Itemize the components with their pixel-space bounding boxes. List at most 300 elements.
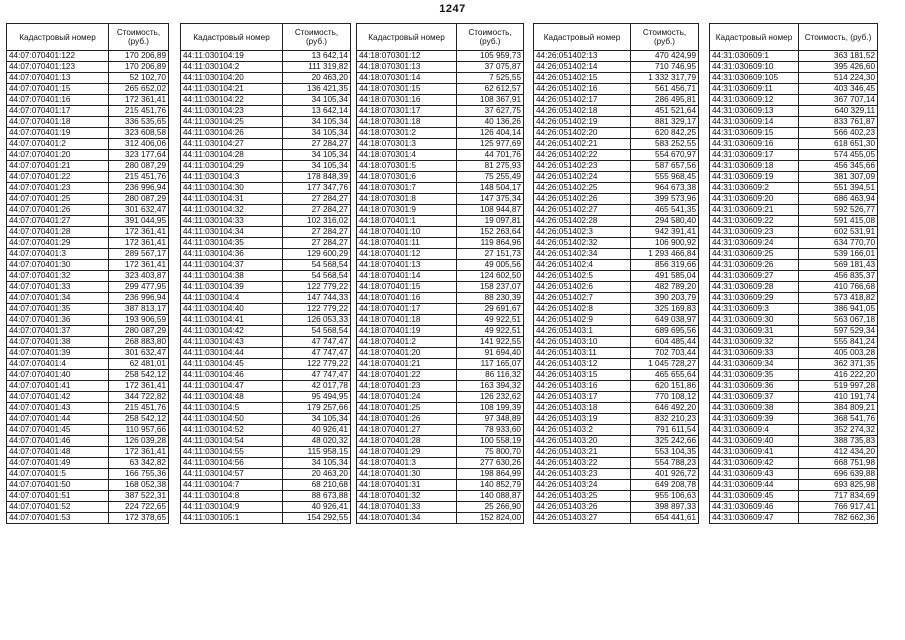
cost-cell: 129 600,29 [283,249,351,260]
table-row [181,205,351,216]
header-cadastral-number: Кадастровый номер [7,24,109,51]
table-row [534,227,699,238]
cadastral-number-cell: 44:26:051402:32 [534,238,631,249]
cost-cell: 13 642,14 [283,106,351,117]
cadastral-number-cell: 44:31:030609:32 [710,337,799,348]
cost-cell: 456 835,37 [799,271,878,282]
table-row [181,194,351,205]
table-row [357,73,524,84]
cost-cell: 1 293 466,84 [631,249,699,260]
cadastral-number-cell: 44:18:070401:21 [357,359,457,370]
table-row [181,304,351,315]
cadastral-number-cell: 44:07:070401:19 [7,128,109,139]
table-row [7,359,169,370]
cadastral-number-cell: 44:31:030609:15 [710,128,799,139]
table-row [357,315,524,326]
cadastral-number-cell: 44:11:030104:28 [181,150,283,161]
table-row [710,150,878,161]
cadastral-number-cell: 44:18:070301:12 [357,51,457,62]
table-row [710,95,878,106]
cost-cell: 325 169,83 [631,304,699,315]
table-row [710,370,878,381]
table-row [710,436,878,447]
cadastral-number-cell: 44:11:030104:26 [181,128,283,139]
cadastral-number-cell: 44:26:051402:8 [534,304,631,315]
cost-cell: 49 005,56 [457,260,524,271]
cost-cell: 40 926,41 [283,502,351,513]
cadastral-number-cell: 44:07:070401:27 [7,216,109,227]
table-row [534,150,699,161]
cadastral-number-cell: 44:07:070401:13 [7,73,109,84]
cadastral-number-cell: 44:18:070401:18 [357,315,457,326]
cadastral-number-cell: 44:07:070401:35 [7,304,109,315]
cost-cell: 27 151,73 [457,249,524,260]
cost-cell: 40 136,26 [457,117,524,128]
cost-cell: 384 809,21 [799,403,878,414]
cost-cell: 34 105,34 [283,458,351,469]
cost-cell: 955 106,63 [631,491,699,502]
cadastral-number-cell: 44:11:030104:9 [181,502,283,513]
table-row [7,183,169,194]
table-row [534,326,699,337]
cadastral-number-cell: 44:07:070401:16 [7,95,109,106]
cadastral-number-cell: 44:11:030104:31 [181,194,283,205]
cost-cell: 111 319,82 [283,62,351,73]
table-row [710,84,878,95]
cost-cell: 170 206,89 [109,62,169,73]
cadastral-number-cell: 44:26:051403:1 [534,326,631,337]
table-row [181,348,351,359]
table-row [534,480,699,491]
cadastral-number-cell: 44:07:070401:26 [7,205,109,216]
cost-cell: 299 477,95 [109,282,169,293]
table-row [534,73,699,84]
table-row [181,293,351,304]
cadastral-number-cell: 44:18:070301:7 [357,183,457,194]
table-row [181,62,351,73]
cost-cell: 566 402,23 [799,128,878,139]
cost-cell: 323 403,87 [109,271,169,282]
table-row [181,117,351,128]
table-row [534,106,699,117]
cadastral-number-cell: 44:11:030104:35 [181,238,283,249]
cadastral-number-cell: 44:26:051402:21 [534,139,631,150]
table-row [181,315,351,326]
cadastral-number-cell: 44:11:030104:52 [181,425,283,436]
cost-cell: 482 789,20 [631,282,699,293]
cost-cell: 126 232,62 [457,392,524,403]
cadastral-number-cell: 44:31:030609:35 [710,370,799,381]
table-row [534,293,699,304]
cost-cell: 573 418,82 [799,293,878,304]
table-row [710,381,878,392]
cost-cell: 63 342,82 [109,458,169,469]
cost-cell: 34 105,34 [283,161,351,172]
table-row [710,194,878,205]
cadastral-number-cell: 44:11:030104:47 [181,381,283,392]
table-row [710,161,878,172]
table-row [181,370,351,381]
cost-cell: 301 632,47 [109,348,169,359]
cost-cell: 280 087,29 [109,326,169,337]
cost-cell: 236 996,94 [109,183,169,194]
table-row [534,403,699,414]
cost-cell: 102 316,02 [283,216,351,227]
cadastral-number-cell: 44:31:030609:37 [710,392,799,403]
table-row [181,502,351,513]
cadastral-number-cell: 44:11:030104:19 [181,51,283,62]
cadastral-number-cell: 44:11:030104:21 [181,84,283,95]
table-row [534,249,699,260]
cost-cell: 654 441,61 [631,513,699,524]
table-row [7,84,169,95]
cost-cell: 125 977,69 [457,139,524,150]
cadastral-number-cell: 44:26:051403:20 [534,436,631,447]
cadastral-number-cell: 44:07:070401:43 [7,403,109,414]
table-row [534,348,699,359]
table-row [181,216,351,227]
cadastral-number-cell: 44:31:030609:43 [710,469,799,480]
table-row [710,205,878,216]
cadastral-number-cell: 44:26:051402:24 [534,172,631,183]
table-row [534,194,699,205]
cost-cell: 88 673,88 [283,491,351,502]
table-row [534,447,699,458]
cost-cell: 368 541,76 [799,414,878,425]
table-row [710,260,878,271]
table-row [181,326,351,337]
cost-cell: 403 346,45 [799,84,878,95]
table-row [710,106,878,117]
table-row [7,106,169,117]
cadastral-number-cell: 44:31:030609:19 [710,172,799,183]
cadastral-table-4 [533,23,699,524]
table-row [534,491,699,502]
cadastral-number-cell: 44:11:030104:7 [181,480,283,491]
cost-cell: 117 165,07 [457,359,524,370]
table-row [357,216,524,227]
cost-cell: 172 361,41 [109,227,169,238]
cadastral-number-cell: 44:18:070401:16 [357,293,457,304]
cost-cell: 124 602,50 [457,271,524,282]
cadastral-number-cell: 44:11:030104:22 [181,95,283,106]
table-row [7,73,169,84]
header-cost: Стоимость, (руб.) [799,24,878,51]
cost-cell: 412 434,20 [799,447,878,458]
cost-cell: 147 375,34 [457,194,524,205]
cadastral-number-cell: 44:31:030609:17 [710,150,799,161]
table-row [357,249,524,260]
cadastral-table-2 [180,23,351,524]
cadastral-number-cell: 44:07:070401:39 [7,348,109,359]
table-row [710,128,878,139]
cadastral-number-cell: 44:11:030104:34 [181,227,283,238]
cadastral-number-cell: 44:07:070401:5 [7,469,109,480]
cadastral-number-cell: 44:26:051403:19 [534,414,631,425]
cost-cell: 20 463,20 [283,469,351,480]
table-row [710,502,878,513]
cost-cell: 119 864,96 [457,238,524,249]
cadastral-number-cell: 44:11:030104:39 [181,282,283,293]
cost-cell: 646 492,20 [631,403,699,414]
cadastral-number-cell: 44:18:070401:34 [357,513,457,524]
table-row [181,227,351,238]
cadastral-number-cell: 44:26:051403:12 [534,359,631,370]
cadastral-number-cell: 44:11:030104:3 [181,172,283,183]
table-row [534,381,699,392]
cadastral-number-cell: 44:11:030104:50 [181,414,283,425]
cost-cell: 620 151,86 [631,381,699,392]
cadastral-number-cell: 44:18:070401:33 [357,502,457,513]
cadastral-table-1 [6,23,169,524]
cost-cell: 75 800,70 [457,447,524,458]
cost-cell: 395 426,60 [799,62,878,73]
table-row [181,95,351,106]
cost-cell: 126 053,33 [283,315,351,326]
cost-cell: 519 997,28 [799,381,878,392]
cost-cell: 592 526,77 [799,205,878,216]
cost-cell: 75 255,49 [457,172,524,183]
cost-cell: 42 017,78 [283,381,351,392]
cost-cell: 170 206,89 [109,51,169,62]
header-cost: Стоимость, (руб.) [457,24,524,51]
table-row [534,414,699,425]
table-row [534,513,699,524]
cadastral-number-cell: 44:11:030104:27 [181,139,283,150]
table-row [534,84,699,95]
cost-cell: 172 361,41 [109,260,169,271]
table-row [181,260,351,271]
table-row [534,51,699,62]
cadastral-number-cell: 44:26:051402:3 [534,227,631,238]
cadastral-number-cell: 44:07:070401:53 [7,513,109,524]
table-row [181,491,351,502]
cost-cell: 634 770,70 [799,238,878,249]
cost-cell: 416 222,20 [799,370,878,381]
cadastral-number-cell: 44:11:030104:5 [181,403,283,414]
table-row [710,271,878,282]
cadastral-number-cell: 44:18:070401:27 [357,425,457,436]
table-row [7,436,169,447]
cost-cell: 362 371,35 [799,359,878,370]
cost-cell: 391 044,95 [109,216,169,227]
cost-cell: 602 531,91 [799,227,878,238]
cost-cell: 40 926,41 [283,425,351,436]
cost-cell: 81 275,93 [457,161,524,172]
table-row [534,172,699,183]
cadastral-number-cell: 44:31:030609:39 [710,414,799,425]
cadastral-number-cell: 44:07:070401:29 [7,238,109,249]
cadastral-number-cell: 44:31:030609:18 [710,161,799,172]
table-row [7,326,169,337]
cost-cell: 717 834,69 [799,491,878,502]
table-row [710,469,878,480]
cost-cell: 122 779,22 [283,359,351,370]
table-row [710,447,878,458]
cost-cell: 54 568,54 [283,271,351,282]
table-row [710,304,878,315]
cadastral-number-cell: 44:31:030609:36 [710,381,799,392]
cost-cell: 152 824,00 [457,513,524,524]
table-row [181,172,351,183]
table-row [534,95,699,106]
cost-cell: 126 039,28 [109,436,169,447]
cost-cell: 27 284,27 [283,238,351,249]
cadastral-number-cell: 44:26:051403:22 [534,458,631,469]
cost-cell: 964 673,38 [631,183,699,194]
cadastral-number-cell: 44:11:030104:33 [181,216,283,227]
cost-cell: 163 394,32 [457,381,524,392]
table-row [357,62,524,73]
table-row [181,271,351,282]
table-row [710,282,878,293]
cost-cell: 791 611,54 [631,425,699,436]
cost-cell: 388 735,83 [799,436,878,447]
table-row [181,414,351,425]
cadastral-number-cell: 44:18:070301:15 [357,84,457,95]
table-row [181,480,351,491]
table-row [181,161,351,172]
cadastral-number-cell: 44:26:051403:27 [534,513,631,524]
cost-cell: 410 191,74 [799,392,878,403]
cadastral-number-cell: 44:18:070401:29 [357,447,457,458]
cadastral-number-cell: 44:26:051403:10 [534,337,631,348]
header-cadastral-number: Кадастровый номер [357,24,457,51]
cost-cell: 702 703,44 [631,348,699,359]
cost-cell: 126 404,14 [457,128,524,139]
cadastral-number-cell: 44:11:030104:4 [181,293,283,304]
cost-cell: 277 630,26 [457,458,524,469]
table-row [7,447,169,458]
table-row [534,117,699,128]
cadastral-number-cell: 44:18:070301:8 [357,194,457,205]
table-row [710,139,878,150]
cost-cell: 539 166,01 [799,249,878,260]
cost-cell: 108 944,87 [457,205,524,216]
table-row [7,271,169,282]
header-row [7,24,169,51]
cadastral-number-cell: 44:26:051402:15 [534,73,631,84]
cost-cell: 108 199,39 [457,403,524,414]
table-row [357,161,524,172]
cost-cell: 177 347,76 [283,183,351,194]
cadastral-number-cell: 44:11:030104:37 [181,260,283,271]
cost-cell: 27 284,27 [283,139,351,150]
cost-cell: 401 926,72 [631,469,699,480]
cost-cell: 34 105,34 [283,150,351,161]
cost-cell: 465 655,64 [631,370,699,381]
cadastral-number-cell: 44:18:070401:1 [357,216,457,227]
table-row [7,392,169,403]
cost-cell: 25 266,90 [457,502,524,513]
cost-cell: 323 177,64 [109,150,169,161]
cost-cell: 47 747,47 [283,337,351,348]
cost-cell: 451 521,64 [631,106,699,117]
table-row [357,293,524,304]
table-row [7,469,169,480]
table-row [710,216,878,227]
table-row [357,260,524,271]
cost-cell: 587 657,56 [631,161,699,172]
table-row [357,414,524,425]
table-row [710,359,878,370]
table-row [7,293,169,304]
cadastral-number-cell: 44:11:030104:38 [181,271,283,282]
cost-cell: 686 463,94 [799,194,878,205]
cadastral-number-cell: 44:26:051402:17 [534,95,631,106]
header-cadastral-number: Кадастровый номер [710,24,799,51]
cost-cell: 224 722,65 [109,502,169,513]
cadastral-number-cell: 44:07:070401:34 [7,293,109,304]
cadastral-number-cell: 44:07:070401:44 [7,414,109,425]
cost-cell: 553 104,35 [631,447,699,458]
cost-cell: 48 020,32 [283,436,351,447]
cadastral-number-cell: 44:26:051402:28 [534,216,631,227]
table-row [710,293,878,304]
cost-cell: 158 237,07 [457,282,524,293]
cadastral-number-cell: 44:26:051402:4 [534,260,631,271]
cost-cell: 1 045 728,27 [631,359,699,370]
cost-cell: 172 361,41 [109,381,169,392]
table-row [534,282,699,293]
cost-cell: 97 348,89 [457,414,524,425]
cadastral-number-cell: 44:26:051403:23 [534,469,631,480]
table-row [7,205,169,216]
cadastral-number-cell: 44:07:070401:52 [7,502,109,513]
table-row [357,392,524,403]
cadastral-number-cell: 44:31:030609:10 [710,62,799,73]
table-row [7,304,169,315]
table-row [534,238,699,249]
cadastral-number-cell: 44:18:070401:17 [357,304,457,315]
table-row [7,502,169,513]
cadastral-number-cell: 44:18:070301:18 [357,117,457,128]
cadastral-number-cell: 44:31:030609:31 [710,326,799,337]
cost-cell: 312 406,06 [109,139,169,150]
cadastral-number-cell: 44:26:051403:15 [534,370,631,381]
table-row [357,337,524,348]
table-row [534,139,699,150]
table-row [357,348,524,359]
cost-cell: 44 701,76 [457,150,524,161]
table-row [7,194,169,205]
cadastral-number-cell: 44:26:051402:23 [534,161,631,172]
cadastral-number-cell: 44:11:030104:55 [181,447,283,458]
cadastral-number-cell: 44:07:070401:37 [7,326,109,337]
cost-cell: 154 292,55 [283,513,351,524]
cadastral-table-3 [356,23,524,524]
cadastral-number-cell: 44:26:051402:16 [534,84,631,95]
table-row [7,458,169,469]
table-row [357,205,524,216]
table-row [181,447,351,458]
header-row [534,24,699,51]
cadastral-number-cell: 44:31:030609:4 [710,425,799,436]
table-row [181,425,351,436]
table-row [534,337,699,348]
cost-cell: 363 181,52 [799,51,878,62]
table-row [7,238,169,249]
cadastral-number-cell: 44:11:030104:30 [181,183,283,194]
cadastral-number-cell: 44:31:030609:3 [710,304,799,315]
cadastral-number-cell: 44:18:070401:32 [357,491,457,502]
cost-cell: 108 367,91 [457,95,524,106]
cost-cell: 597 529,34 [799,326,878,337]
cadastral-number-cell: 44:18:070301:4 [357,150,457,161]
cost-cell: 68 210,68 [283,480,351,491]
cost-cell: 34 105,34 [283,414,351,425]
cadastral-number-cell: 44:18:070401:20 [357,348,457,359]
